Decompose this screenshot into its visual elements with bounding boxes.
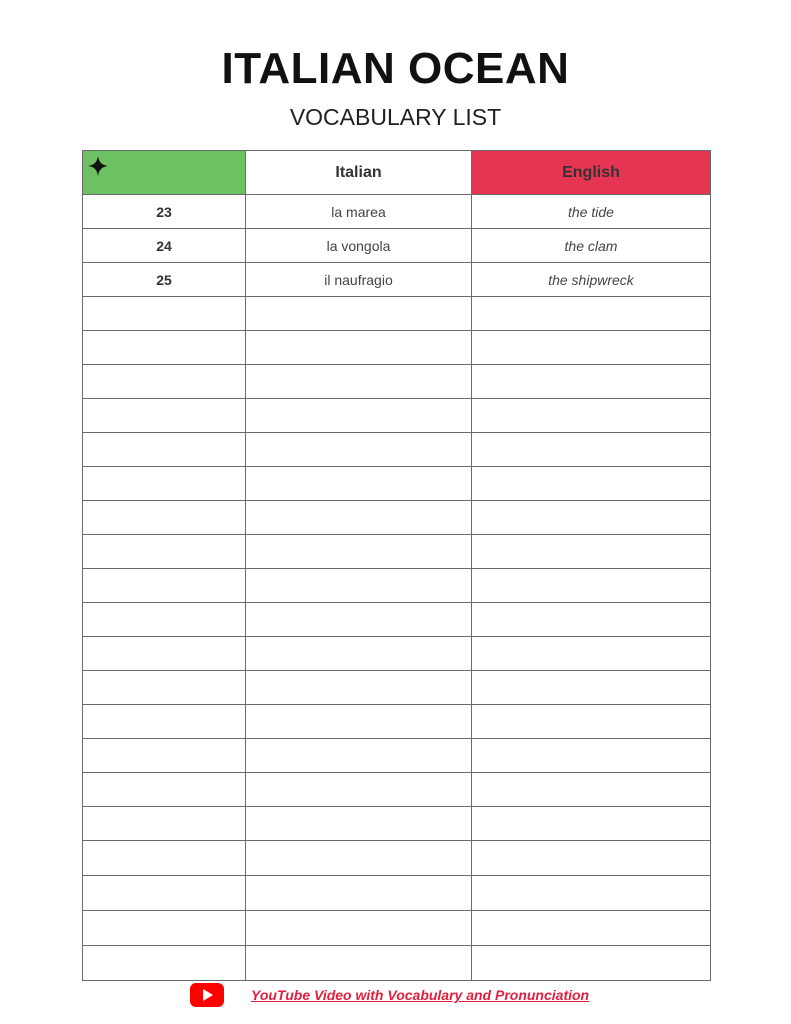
cell-number: 23 bbox=[83, 195, 246, 229]
cell-english bbox=[472, 773, 711, 807]
cell-english: the clam bbox=[472, 229, 711, 263]
cell-number bbox=[83, 911, 246, 946]
cell-english bbox=[472, 637, 711, 671]
cell-number bbox=[83, 365, 246, 399]
table-row bbox=[83, 569, 711, 603]
cell-english bbox=[472, 467, 711, 501]
cell-english bbox=[472, 433, 711, 467]
cell-number bbox=[83, 331, 246, 365]
cell-number bbox=[83, 637, 246, 671]
cell-english bbox=[472, 807, 711, 841]
cell-number bbox=[83, 535, 246, 569]
table-row bbox=[83, 637, 711, 671]
table-row bbox=[83, 297, 711, 331]
table-row bbox=[83, 876, 711, 911]
cell-number bbox=[83, 773, 246, 807]
table-row bbox=[83, 331, 711, 365]
table-header-row bbox=[83, 151, 711, 195]
table-row bbox=[83, 195, 711, 229]
cell-number bbox=[83, 671, 246, 705]
table-row bbox=[83, 501, 711, 535]
table-row bbox=[83, 263, 711, 297]
cell-italian: la marea bbox=[246, 195, 472, 229]
page-subtitle: VOCABULARY LIST bbox=[289, 104, 502, 130]
cell-italian bbox=[246, 876, 472, 911]
cell-number bbox=[83, 569, 246, 603]
cell-english bbox=[472, 365, 711, 399]
cell-italian bbox=[246, 433, 472, 467]
cell-english bbox=[472, 739, 711, 773]
table-row bbox=[83, 365, 711, 399]
cell-english bbox=[472, 911, 711, 946]
cell-italian bbox=[246, 773, 472, 807]
cell-english bbox=[472, 501, 711, 535]
cell-english bbox=[472, 297, 711, 331]
cell-italian bbox=[246, 603, 472, 637]
cell-english bbox=[472, 331, 711, 365]
table-row bbox=[83, 433, 711, 467]
cell-english bbox=[472, 671, 711, 705]
cell-italian bbox=[246, 501, 472, 535]
table-row bbox=[83, 671, 711, 705]
cell-number bbox=[83, 297, 246, 331]
cell-english bbox=[472, 841, 711, 876]
cell-number bbox=[83, 946, 246, 981]
header-cell-english: English bbox=[472, 151, 711, 195]
cell-english bbox=[472, 876, 711, 911]
table-row bbox=[83, 705, 711, 739]
table-row bbox=[83, 739, 711, 773]
cell-english bbox=[472, 535, 711, 569]
cell-italian bbox=[246, 671, 472, 705]
cell-number bbox=[83, 739, 246, 773]
cell-italian bbox=[246, 637, 472, 671]
table-row bbox=[83, 911, 711, 946]
cell-italian: il naufragio bbox=[246, 263, 472, 297]
table-row bbox=[83, 229, 711, 263]
table-row bbox=[83, 841, 711, 876]
cell-number bbox=[83, 501, 246, 535]
table-row bbox=[83, 399, 711, 433]
table-row bbox=[83, 467, 711, 501]
table-row bbox=[83, 807, 711, 841]
header-cell-italian: Italian bbox=[246, 151, 472, 195]
cell-english: the shipwreck bbox=[472, 263, 711, 297]
cell-italian bbox=[246, 365, 472, 399]
cell-number bbox=[83, 399, 246, 433]
youtube-video-link[interactable]: YouTube Video with Vocabulary and Pronunciation bbox=[251, 987, 590, 1003]
cell-english: the tide bbox=[472, 195, 711, 229]
cell-english bbox=[472, 603, 711, 637]
cell-italian bbox=[246, 841, 472, 876]
cell-italian bbox=[246, 569, 472, 603]
cell-english bbox=[472, 399, 711, 433]
table-row bbox=[83, 773, 711, 807]
cell-italian bbox=[246, 297, 472, 331]
table-row bbox=[83, 535, 711, 569]
cell-number bbox=[83, 705, 246, 739]
cell-italian bbox=[246, 739, 472, 773]
header-cell-number bbox=[83, 151, 246, 195]
cell-english bbox=[472, 946, 711, 981]
cell-number: 25 bbox=[83, 263, 246, 297]
cell-number bbox=[83, 467, 246, 501]
cell-italian bbox=[246, 467, 472, 501]
cell-number bbox=[83, 841, 246, 876]
cell-italian: la vongola bbox=[246, 229, 472, 263]
cell-number: 24 bbox=[83, 229, 246, 263]
four-point-star-icon bbox=[87, 155, 109, 177]
cell-english bbox=[472, 569, 711, 603]
cell-italian bbox=[246, 535, 472, 569]
cell-italian bbox=[246, 911, 472, 946]
cell-number bbox=[83, 603, 246, 637]
cell-italian bbox=[246, 946, 472, 981]
cell-number bbox=[83, 876, 246, 911]
cell-number bbox=[83, 807, 246, 841]
cell-italian bbox=[246, 807, 472, 841]
cell-italian bbox=[246, 399, 472, 433]
table-row bbox=[83, 603, 711, 637]
youtube-icon[interactable] bbox=[190, 983, 224, 1007]
vocabulary-table bbox=[82, 150, 711, 981]
cell-italian bbox=[246, 705, 472, 739]
table-body bbox=[83, 195, 711, 981]
cell-english bbox=[472, 705, 711, 739]
table-row bbox=[83, 946, 711, 981]
page-title: ITALIAN OCEAN bbox=[221, 44, 570, 93]
cell-italian bbox=[246, 331, 472, 365]
cell-number bbox=[83, 433, 246, 467]
footer bbox=[190, 981, 589, 1009]
